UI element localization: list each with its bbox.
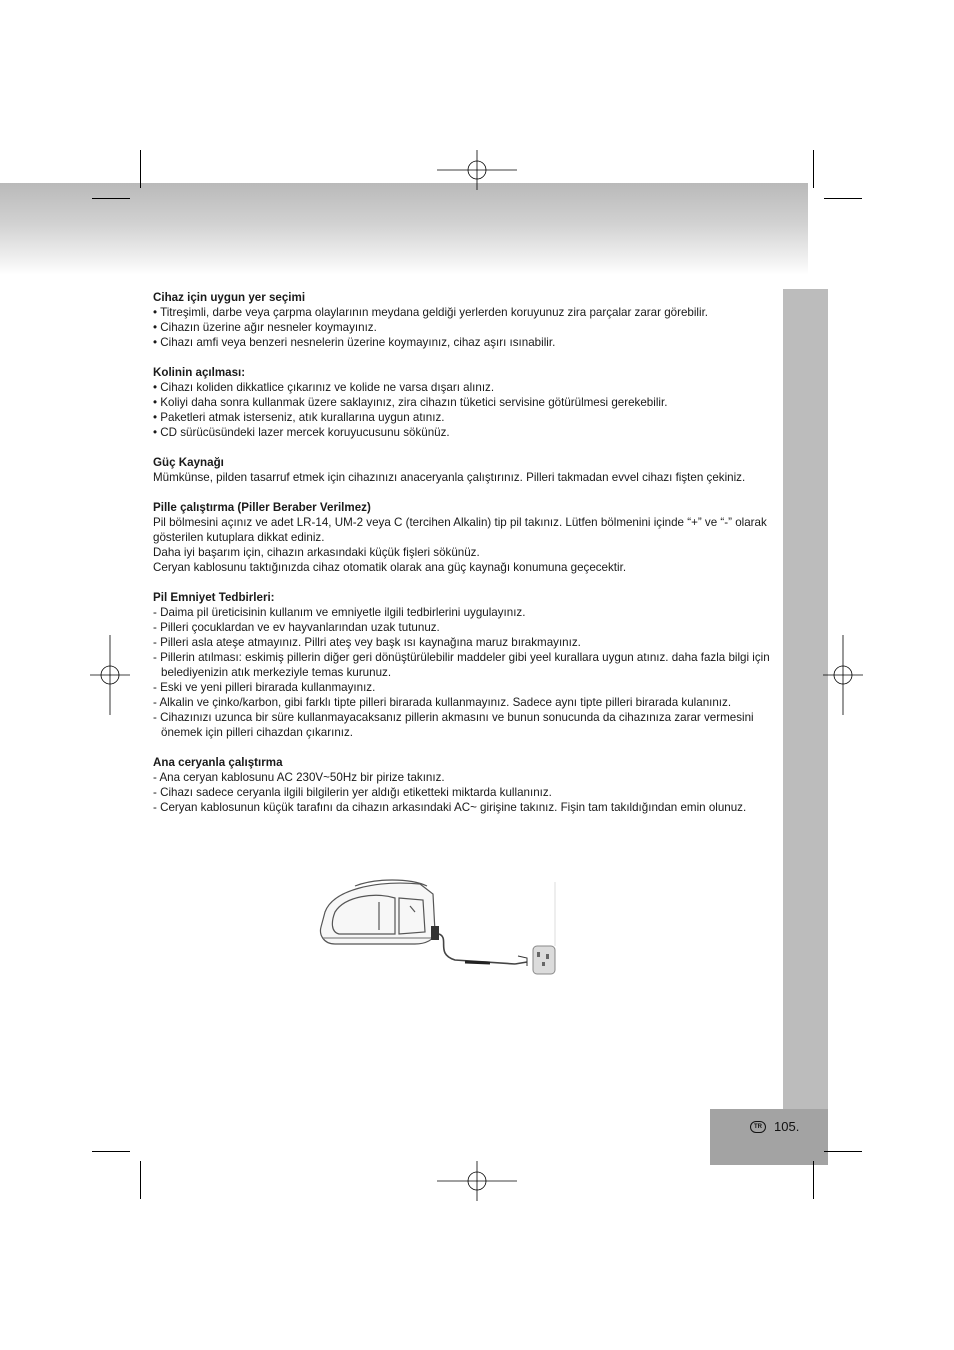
paragraph: Mümkünse, pilden tasarruf etmek için cihazınızı anaceryanla çalıştırınız. Pilleri takmadan evvel cihazı fişten çekiniz. — [153, 471, 746, 484]
wall-socket-drawing — [533, 946, 555, 974]
crop-mark — [813, 150, 814, 188]
list-item: - Cihazı sadece ceryanla ilgili bilgilerin yer aldığı etiketteki miktarda kullanınız. — [153, 786, 552, 799]
section-heading: Pil Emniyet Tedbirleri: — [153, 591, 275, 604]
crop-mark — [824, 198, 862, 199]
page-number-box — [710, 1109, 828, 1165]
list-item: - Pillerin atılması: eskimiş pillerin diğer geri dönüştürülebilir maddeler gibi yeel kurallara uygun atınız. daha fazla bilgi için belediyenizin atık merkeziyle temas kurunuz. — [153, 651, 770, 679]
section-heading: Güç Kaynağı — [153, 456, 224, 469]
page-number: 105. — [774, 1119, 800, 1134]
dash-list — [153, 770, 783, 815]
crop-mark — [140, 1161, 141, 1199]
crop-mark — [92, 198, 130, 199]
section-heading: Kolinin açılması: — [153, 366, 246, 379]
bullet-list — [153, 305, 783, 350]
section-battery-safety — [153, 590, 783, 740]
list-item: • Cihazı amfi veya benzeri nesnelerin üzerine koymayınız, cihaz aşırı ısınabilir. — [153, 336, 556, 349]
crop-mark — [140, 150, 141, 188]
registration-mark-left — [90, 635, 130, 715]
list-item: - Alkalin ve çinko/karbon, gibi farklı tipte pilleri birarada kullanmayınız. Sadece aynı tipte pilleri birarada kulanınız. — [153, 696, 732, 709]
section-heading: Pille çalıştırma (Piller Beraber Verilmez) — [153, 501, 371, 514]
list-item: • Paketleri atmak isterseniz, atık kurallarına uygun atınız. — [153, 411, 445, 424]
page-footer — [750, 1119, 799, 1134]
power-cable-drawing — [439, 934, 515, 964]
list-item: - Daima pil üreticisinin kullanım ve emniyetle ilgili tedbirlerini uygulayınız. — [153, 606, 526, 619]
power-connection-illustration — [315, 872, 565, 984]
registration-mark-top — [437, 150, 517, 190]
list-item: • Cihazın üzerine ağır nesneler koymayınız. — [153, 321, 377, 334]
section-power-supply — [153, 455, 783, 485]
list-item: - Eski ve yeni pilleri birarada kullanmayınız. — [153, 681, 376, 694]
list-item: • Koliyi daha sonra kullanmak üzere saklayınız, zira cihazın tüketici servisine götürülmesi gerekebilir. — [153, 396, 668, 409]
dc-plug-drawing — [431, 926, 439, 940]
dash-list — [153, 605, 783, 740]
crop-mark — [92, 1151, 130, 1152]
language-badge: TR — [750, 1121, 766, 1133]
document-body — [153, 290, 783, 830]
section-heading: Cihaz için uygun yer seçimi — [153, 291, 306, 304]
paragraph: Ceryan kablosunu taktığınızda cihaz otomatik olarak ana güç kaynağı konumuna geçecektir. — [153, 561, 627, 574]
section-placement — [153, 290, 783, 350]
header-band — [0, 183, 808, 275]
crop-mark — [824, 1151, 862, 1152]
registration-mark-right — [823, 635, 863, 715]
registration-mark-bottom — [437, 1161, 517, 1201]
section-heading: Ana ceryanla çalıştırma — [153, 756, 283, 769]
list-item: - Pilleri asla ateşe atmayınız. Pillri ateş vey başk ısı kaynağına maruz bırakmayınız. — [153, 636, 581, 649]
paragraph: Pil bölmesini açınız ve adet LR-14, UM-2 veya C (tercihen Alkalin) tip pil takınız. Lütfen bölmenini içinde “+” ve “-” olarak gösterilen kutuplara dikkat ediniz. — [153, 516, 767, 544]
list-item: • Cihazı koliden dikkatlice çıkarınız ve kolide ne varsa dışarı alınız. — [153, 381, 495, 394]
list-item: • CD sürücüsündeki lazer mercek koruyucusunu sökünüz. — [153, 426, 450, 439]
list-item: - Cihazınızı uzunca bir süre kullanmayacaksanız pillerin akmasını ve bunun sonucunda da cihazınıza zarar vermesini önemek için pilleri cihazdan çıkarınız. — [153, 711, 754, 739]
list-item: - Ceryan kablosunun küçük tarafını da cihazın arkasındaki AC~ girişine takınız. Fişin tam takıldığından emin olunuz. — [153, 801, 747, 814]
list-item: - Ana ceryan kablosunu AC 230V~50Hz bir pirize takınız. — [153, 771, 445, 784]
list-item: • Titreşimli, darbe veya çarpma olaylarının meydana geldiği yerlerden koruyunuz zira parçalar zarar görebilir. — [153, 306, 709, 319]
section-battery-operation — [153, 500, 783, 575]
side-tab-bar — [783, 289, 828, 1109]
list-item: - Pilleri çocuklardan ve ev hayvanlarından uzak tutunuz. — [153, 621, 440, 634]
section-mains-operation — [153, 755, 783, 815]
crop-mark — [813, 1161, 814, 1199]
bullet-list — [153, 380, 783, 440]
radio-device-drawing — [321, 880, 435, 944]
paragraph: Daha iyi başarım için, cihazın arkasındaki küçük fişleri sökünüz. — [153, 546, 480, 559]
section-unpacking — [153, 365, 783, 440]
